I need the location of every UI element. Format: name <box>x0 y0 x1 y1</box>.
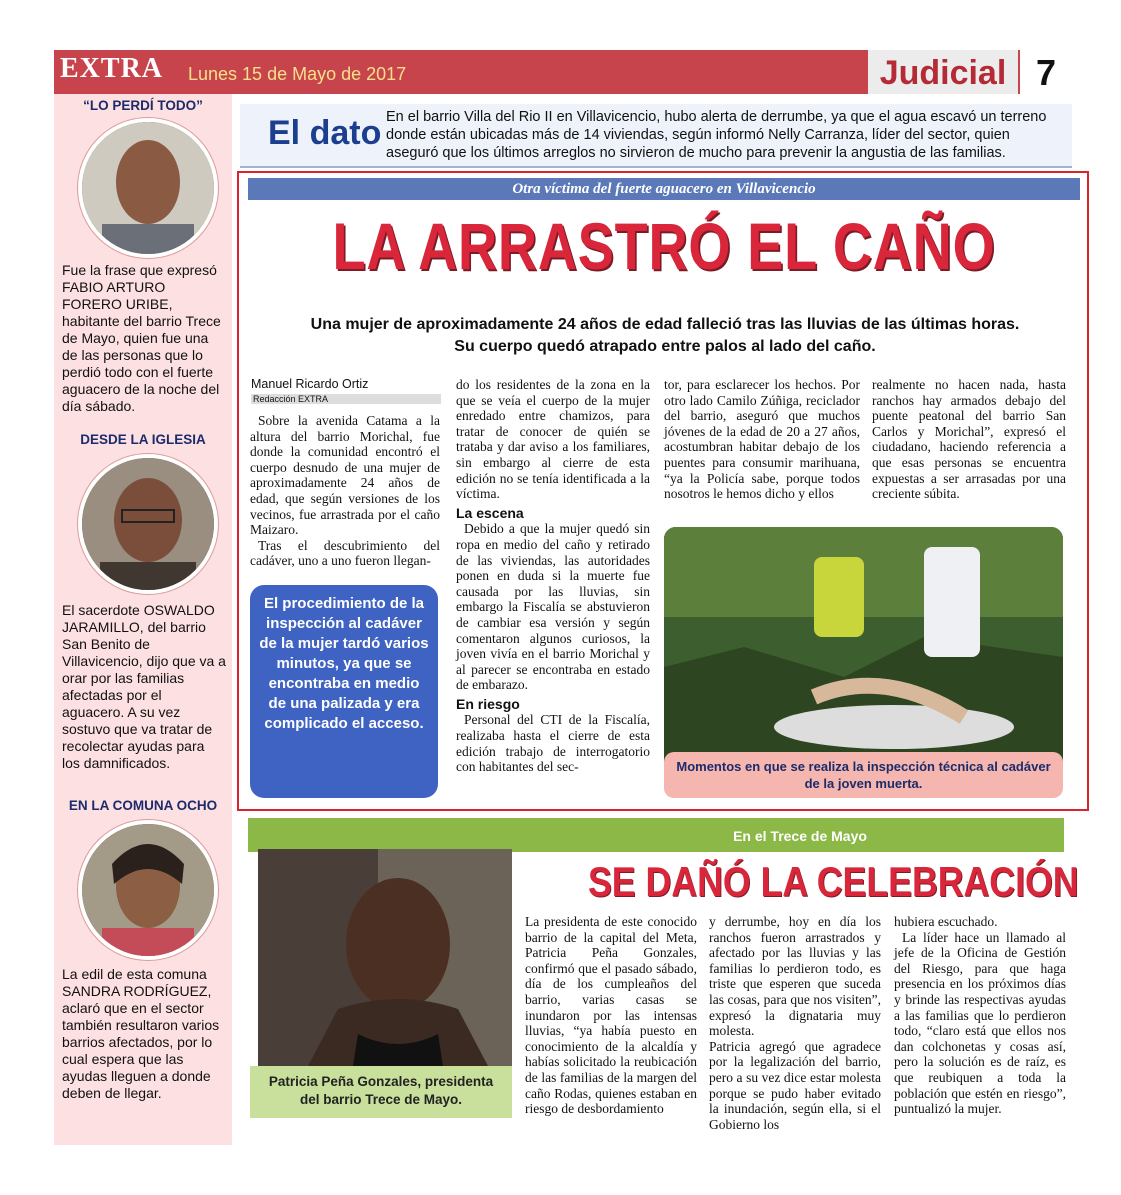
sidebar-heading-2: DESDE LA IGLESIA <box>80 432 206 447</box>
main-col-2 <box>456 377 650 775</box>
person-photo-icon <box>82 122 214 254</box>
portrait-photo-2 <box>78 454 218 594</box>
section-name: Judicial <box>879 54 1007 92</box>
second-story-kicker: En el Trece de Mayo <box>733 828 867 844</box>
second-col-3 <box>894 914 1066 1117</box>
portrait-photo-3 <box>78 820 218 960</box>
main-col-2-p3: Personal del CTI de la Fiscalía, realizaba hasta el cierre de esta edición trabajo de interrogatorio con habitantes del sec- <box>456 712 650 775</box>
second-story-bar <box>248 818 1064 852</box>
woman-portrait-photo-icon <box>258 849 512 1066</box>
sidebar-text-1: Fue la frase que expresó FABIO ARTURO FORERO URIBE, habitante del barrio Trece de Mayo, quien fue una de las personas que lo perdió todo con el fuerte aguacero de la noche del día sábado. <box>62 262 221 414</box>
main-col-2-p2: Debido a que la mujer quedó sin ropa en medio del caño y retirado de las viviendas, las autoridades ponen en duda si la muerte fue causada por las lluvias, sin embargo la Fiscalía se abstuvieron de cambiar esa versión y según comentaron algunos curiosos, la joven vivía en el barrio Morichal y al parecer se encontraba en estado de embarazo. <box>456 521 650 693</box>
el-dato-label: El dato <box>268 114 382 152</box>
sidebar-text-3: La edil de esta comuna SANDRA RODRÍGUEZ, aclaró que en el sector también resultaron varios barrios afectados, por lo cual espera que las ayudas lleguen a donde deben de llegar. <box>62 966 220 1101</box>
subhead-la-escena: La escena <box>456 504 524 521</box>
forensic-scene-photo-icon <box>664 527 1063 783</box>
main-story-headline: LA ARRASTRÓ EL CAÑO <box>332 209 996 283</box>
president-caption-text: Patricia Peña Gonzales, presidenta del barrio Trece de Mayo. <box>268 1074 494 1107</box>
second-col-2-p2: Patricia agregó que agradece por la legalización del barrio, pero a su vez dice estar molesta porque se pudo haber evitado la inundación, según ella, si el Gobierno los <box>709 1038 881 1132</box>
sidebar-heading-1: “LO PERDÍ TODO” <box>83 98 203 113</box>
inspection-photo-caption <box>664 752 1063 798</box>
main-col-2-p1: do los residentes de la zona en la que se veía el cuerpo de la mujer enredado entre chamizos, para tratar de conocer de quién se trataba y dar aviso a los familiares, sin embargo al cierre de esta edición no se tenía identificada a la víctima. <box>456 377 650 502</box>
person-photo-icon <box>82 458 214 590</box>
pull-quote: El procedimiento de la inspección al cadáver de la mujer tardó varios minutos, ya que se encontraba en medio de una palizada y era complicado el acceso. <box>259 595 429 732</box>
subhead-en-riesgo: En riesgo <box>456 695 520 712</box>
person-photo-icon <box>82 824 214 956</box>
main-col-1 <box>250 413 440 569</box>
byline-sub: Redacción EXTRA <box>251 394 441 404</box>
sidebar-heading-3: EN LA COMUNA OCHO <box>68 798 218 813</box>
inspection-caption-text: Momentos en que se realiza la inspección técnica al cadáver de la joven muerta. <box>676 759 1051 791</box>
el-dato-text: En el barrio Villa del Rio II en Villavicencio, hubo alerta de derrumbe, ya que el agua escavó un terreno donde están ubicadas más de 14 viviendas, según informó Nelly Carranza, líder del sector, quien aseguró que los últimos arreglos no sirvieron de mucho para prevenir la angustia de las familias. <box>386 109 1047 161</box>
main-col-1-p1: Sobre la avenida Catama a la altura del barrio Morichal, fue donde la comunidad encontró el cuerpo desnudo de una mujer de aproximadamente 24 años de edad, que según versiones de los vecinos, fue arrastrada por el caño Maizaro. <box>250 413 440 538</box>
sidebar-text-2: El sacerdote OSWALDO JARAMILLO, del barrio San Benito de Villavicencio, dijo que va a orar por las familias afectadas por el aguacero. A su vez sostuvo que va tratar de recolectar ayudas para los damnificados. <box>62 602 226 771</box>
main-col-1-p2: Tras el descubrimiento del cadáver, uno a uno fueron llegan- <box>250 537 440 569</box>
inspection-photo <box>664 527 1063 783</box>
president-photo <box>258 849 512 1066</box>
main-story-deck: Una mujer de aproximadamente 24 años de edad falleció tras las lluvias de las últimas horas. Su cuerpo quedó atrapado entre palos al lado del caño. <box>310 316 1020 355</box>
byline: Manuel Ricardo Ortiz <box>251 377 369 391</box>
president-photo-caption <box>250 1066 512 1118</box>
second-col-3-p1: hubiera escuchado. <box>894 914 998 929</box>
second-col-3-p2: La líder hace un llamado al jefe de la Oficina de Gestión del Riesgo, para que haga presencia en los próximos días y brinde las respectivas ayudas a las familias que lo perdieron todo, “claro está que ellos nos dan colchonetas y cosas así, pero la solución es de raíz, es que reubiquen a toda la población que estén en riesgo”, puntualizó la mujer. <box>894 929 1066 1117</box>
section-label <box>868 50 1018 94</box>
sidebar <box>54 94 232 1145</box>
second-col-2-p1: y derrumbe, hoy en día los ranchos fueron arrastrados y afectado por las lluvias y las familias lo perdieron todo, es triste que esperen que suceda las cosas, para que nos visiten”, expresó la dignataria muy molesta. <box>709 914 881 1039</box>
second-col-2 <box>709 914 881 1132</box>
portrait-photo-1 <box>78 118 218 258</box>
main-col-4: realmente no hacen nada, hasta ranchos hay armados debajo del puente peatonal del barrio San Carlos y Morichal”, expresó el ciudadano, haciendo referencia a que esas personas se encuentra expuestas a ser arrasadas por una creciente súbita. <box>872 377 1066 502</box>
issue-date: Lunes 15 de Mayo de 2017 <box>188 64 407 84</box>
page-number: 7 <box>1020 50 1072 94</box>
second-col-1: La presidenta de este conocido barrio de la capital del Meta, Patricia Peña Gonzales, confirmó que el pasado sábado, día de los cumpleaños del barrio, varias casas se inundaron por las intensas lluvias, “ya había puesto en conocimiento de la alcaldía y habías solicitado la reubicación de las familias de la margen del caño Rodas, quienes estaban en riesgo de desbordamiento <box>525 914 697 1117</box>
main-col-3: tor, para esclarecer los hechos. Por otro lado Camilo Zúñiga, reciclador del barrio, aseguró que muchos jóvenes de la edad de 20 a 27 años, acostumbran habitar debajo de los puentes para consumir marihuana, “ya la Policía sabe, porque todos nosotros le hemos dicho y ellos <box>664 377 860 502</box>
main-story-kicker: Otra víctima del fuerte aguacero en Villavicencio <box>248 178 1080 200</box>
second-story-headline: SE DAÑÓ LA CELEBRACIÓN <box>588 858 1079 905</box>
newspaper-logo: EXTRA <box>60 53 164 84</box>
